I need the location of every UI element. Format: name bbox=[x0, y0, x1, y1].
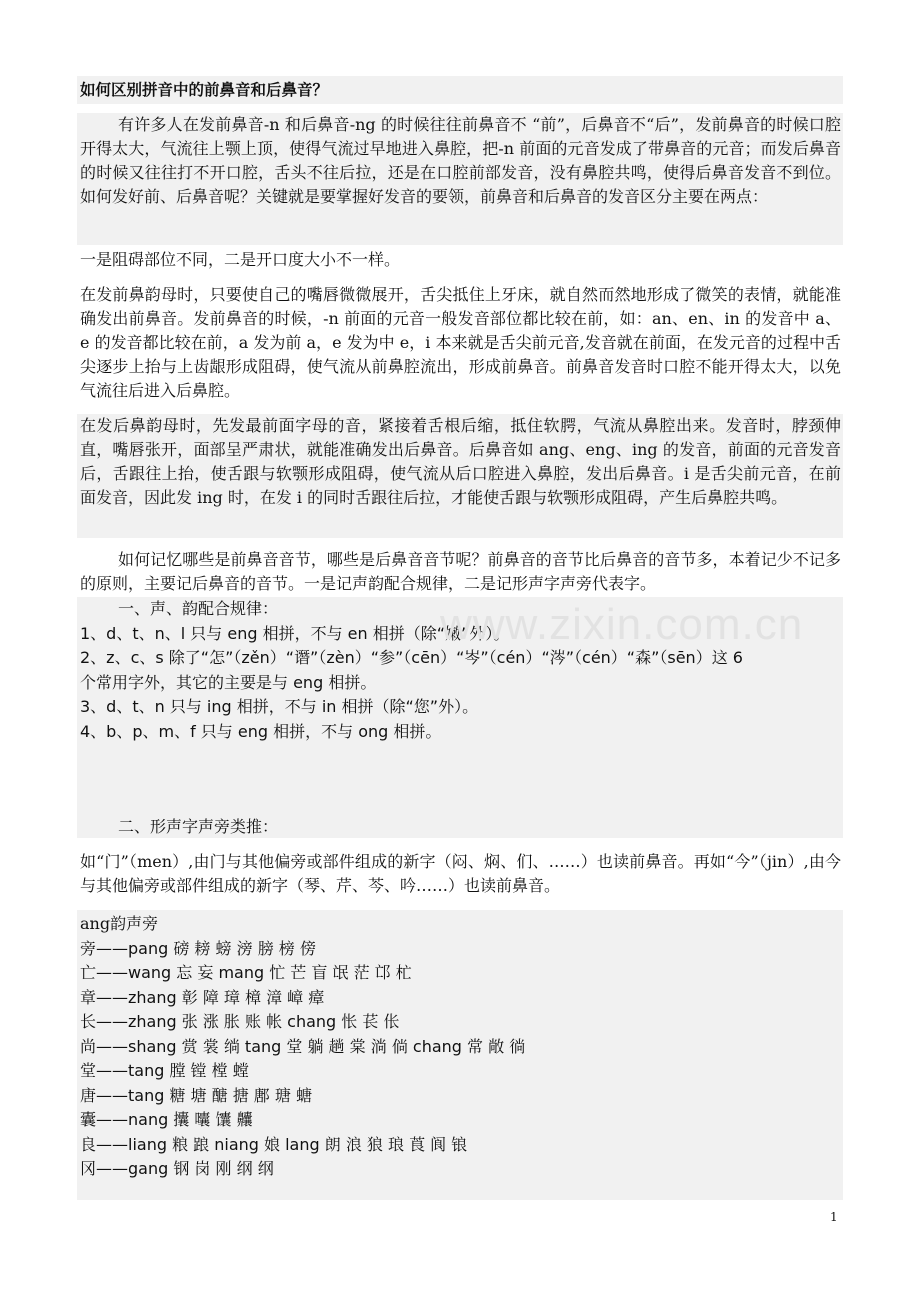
rule-item: 4、b、p、m、f 只与 eng 相拼，不与 ong 相拼。 bbox=[80, 721, 442, 741]
back-nasal-paragraph: 在发后鼻韵母时，先发最前面字母的音，紧接着舌根后缩，抵住软腭，气流从鼻腔出来。发音时，脖颈伸直，嘴唇张开，面部呈严肃状，就能准确发出后鼻音。后鼻音如 ang、eng、ing 的发音，前面的元音发音后，舌跟往上抬，使舌跟与软颚形成阻碍，使气流从后口腔进入鼻腔，发出后鼻音。i 是舌尖前元音，在前面发音，因此发 ing 时，在发 i 的同时舌跟往后拉，才能使舌跟与软颚形成阻碍，产生后鼻腔共鸣。 bbox=[77, 414, 843, 538]
ang-row: 章——zhang 彰 障 璋 樟 漳 嶂 瘴 bbox=[80, 987, 325, 1007]
watermark: www.zixin.com.cn bbox=[440, 600, 804, 649]
ang-row: 亡——wang 忘 妄 mang 忙 芒 盲 氓 茫 邙 杧 bbox=[80, 963, 412, 982]
rule-item: 3、d、t、n 只与 ing 相拼，不与 in 相拼（除“您”外）。 bbox=[80, 697, 479, 716]
phonetic-paragraph: 如“门”（men）,由门与其他偏旁或部件组成的新字（闷、焖、们、……）也读前鼻音。再如“今”（jin）,由今与其他偏旁或部件组成的新字（琴、芹、芩、吟……）也读前鼻音。 bbox=[80, 852, 841, 895]
ang-row: 囊——nang 攮 囔 馕 齉 bbox=[80, 1110, 253, 1129]
ang-heading: ang韵声旁 bbox=[80, 914, 159, 933]
page-number: 1 bbox=[830, 1210, 838, 1224]
ang-row: 冈——gang 钢 岗 刚 纲 纲 bbox=[80, 1159, 274, 1178]
document-title: 如何区别拼音中的前鼻音和后鼻音？ bbox=[77, 76, 843, 104]
rule-item: 个常用字外，其它的主要是与 eng 相拼。 bbox=[80, 672, 377, 692]
ang-row: 唐——tang 糖 塘 醣 搪 鄌 瑭 螗 bbox=[80, 1085, 312, 1105]
rules-section bbox=[77, 597, 843, 838]
rules-heading: 一、声、韵配合规律： bbox=[118, 599, 279, 618]
intro-paragraph: 有许多人在发前鼻音-n 和后鼻音-ng 的时候往往前鼻音不 “前”，后鼻音不“后”，发前鼻音的时候口腔开得太大，气流往上颚上顶，使得气流过早地进入鼻腔，把-n 前面的元音发成了带鼻音的元音；而发后鼻音的时候又往往打不开口腔，舌头不往后拉，还是在口腔前部发音，没有鼻腔共鸣，使得后鼻音发音不到位。如何发好前、后鼻音呢？关键就是要掌握好发音的要领，前鼻音和后鼻音的发音区分主要在两点： bbox=[77, 113, 843, 245]
ang-row: 尚——shang 赏 裳 绱 tang 堂 躺 趟 棠 淌 倘 chang 常 敞 徜 bbox=[80, 1036, 526, 1056]
ang-row: 旁——pang 磅 耪 螃 滂 膀 榜 傍 bbox=[80, 938, 316, 958]
front-nasal-paragraph: 在发前鼻韵母时，只要使自己的嘴唇微微展开，舌尖抵住上牙床，就自然而然地形成了微笑的表情，就能准确发出前鼻音。发前鼻音的时候，-n 前面的元音一般发音部位都比较在前，如：an、en、in 的发音中 a、e 的发音都比较在前，a 发为前 a，e 发为中 e，i 本来就是舌尖前元音,发音就在前面，在发元音的过程中舌尖逐步上抬与上齿龈形成阻碍，使气流从前鼻腔流出，形成前鼻音。前鼻音发音时口腔不能开得太大，以免气流往后进入后鼻腔。 bbox=[80, 285, 841, 400]
ang-row: 堂——tang 膛 镗 樘 螳 bbox=[80, 1061, 249, 1080]
phonetic-heading: 二、形声字声旁类推： bbox=[118, 817, 279, 836]
ang-row: 长——zhang 张 涨 胀 账 帐 chang 怅 苌 伥 bbox=[80, 1012, 400, 1031]
two-points-line: 一是阻碍部位不同，二是开口度大小不一样。 bbox=[80, 250, 401, 269]
ang-section bbox=[77, 910, 843, 1200]
ang-row: 良——liang 粮 踉 niang 娘 lang 朗 浪 狼 琅 莨 阆 锒 bbox=[80, 1134, 468, 1154]
rule-item: 1、d、t、n、l 只与 eng 相拼，不与 en 相拼（除“嫩”外）。 bbox=[80, 623, 510, 643]
memory-paragraph: 如何记忆哪些是前鼻音音节，哪些是后鼻音音节呢？前鼻音的音节比后鼻音的音节多，本着记少不记多的原则，主要记后鼻音的音节。一是记声韵配合规律，二是记形声字声旁代表字。 bbox=[80, 550, 841, 593]
rule-item: 2、z、c、s 除了“怎”（zěn）“谮”（zèn）“参”（cēn）“岑”（cén）“涔”（cén）“森”（sēn）这 6 bbox=[80, 648, 743, 667]
